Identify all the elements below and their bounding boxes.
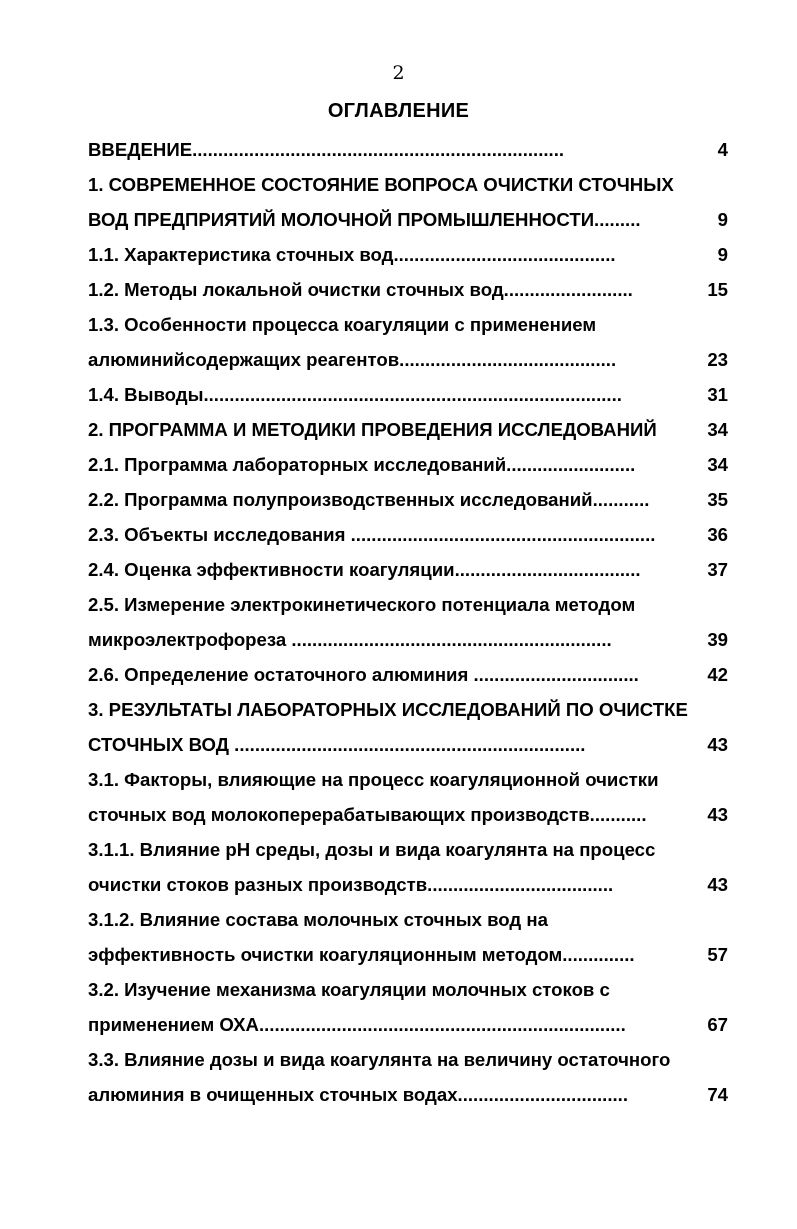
- toc-entry-page: 74: [707, 1084, 728, 1105]
- toc-entry-text: микроэлектрофореза ..............................................................: [88, 629, 612, 650]
- toc-line: [88, 1042, 728, 1077]
- toc-entry-text: алюминия в очищенных сточных водах.................................: [88, 1084, 629, 1105]
- toc-entry-text: 2. ПРОГРАММА И МЕТОДИКИ ПРОВЕДЕНИЯ ИССЛЕДОВАНИЙ: [88, 419, 657, 440]
- toc-line: [88, 447, 728, 482]
- toc-entry-text: ВОД ПРЕДПРИЯТИЙ МОЛОЧНОЙ ПРОМЫШЛЕННОСТИ.........: [88, 209, 641, 230]
- toc-entry-page: 23: [707, 349, 728, 370]
- toc-line: [88, 167, 728, 202]
- toc-entry-page: 43: [707, 874, 728, 895]
- toc-entry-text: 3.3. Влияние дозы и вида коагулянта на величину остаточного: [88, 1049, 671, 1070]
- toc-entry-page: 57: [707, 944, 728, 965]
- toc-entry-page: 31: [707, 384, 728, 405]
- toc-entry-page: 67: [707, 1014, 728, 1035]
- toc-entry-text: 2.4. Оценка эффективности коагуляции....................................: [88, 559, 641, 580]
- toc-entry-text: 2.6. Определение остаточного алюминия ................................: [88, 664, 639, 685]
- toc-line: [88, 692, 728, 727]
- toc-line: [88, 272, 728, 307]
- toc-line: [88, 762, 728, 797]
- toc-entry-page: 36: [707, 524, 728, 545]
- toc-entry-text: 3.2. Изучение механизма коагуляции молочных стоков с: [88, 979, 610, 1000]
- toc-entry-page: 34: [707, 454, 728, 475]
- toc-line: [88, 482, 728, 517]
- toc-line: [88, 587, 728, 622]
- toc-entry-text: 3.1.1. Влияние pH среды, дозы и вида коагулянта на процесс: [88, 839, 656, 860]
- toc-entry-text: 1.3. Особенности процесса коагуляции с применением: [88, 314, 597, 335]
- toc-line: [88, 552, 728, 587]
- toc-entry-text: 1.4. Выводы.................................................................................: [88, 384, 622, 405]
- table-of-contents: [88, 132, 728, 1112]
- toc-line: [88, 797, 728, 832]
- toc-entry-text: 2.2. Программа полупроизводственных исследований...........: [88, 489, 650, 510]
- toc-entry-text: 1.1. Характеристика сточных вод...........................................: [88, 244, 616, 265]
- toc-entry-page: 4: [717, 139, 728, 160]
- toc-line: [88, 832, 728, 867]
- toc-entry-text: 2.1. Программа лабораторных исследований.........................: [88, 454, 636, 475]
- toc-entry-page: 43: [707, 804, 728, 825]
- toc-line: [88, 867, 728, 902]
- toc-line: [88, 377, 728, 412]
- toc-line: [88, 307, 728, 342]
- toc-line: [88, 412, 728, 447]
- toc-entry-text: эффективность очистки коагуляционным методом..............: [88, 944, 635, 965]
- toc-line: [88, 202, 728, 237]
- toc-line: [88, 1077, 728, 1112]
- toc-line: [88, 132, 728, 167]
- toc-line: [88, 937, 728, 972]
- toc-entry-text: 1. СОВРЕМЕННОЕ СОСТОЯНИЕ ВОПРОСА ОЧИСТКИ СТОЧНЫХ: [88, 174, 674, 195]
- toc-entry-text: очистки стоков разных производств....................................: [88, 874, 614, 895]
- toc-entry-page: 35: [707, 489, 728, 510]
- toc-entry-text: применением ОХА.......................................................................: [88, 1014, 626, 1035]
- toc-entry-text: 3.1.2. Влияние состава молочных сточных вод на: [88, 909, 548, 930]
- toc-entry-page: 37: [707, 559, 728, 580]
- page-number: 2: [392, 62, 405, 84]
- toc-line: [88, 237, 728, 272]
- toc-entry-page: 15: [707, 279, 728, 300]
- toc-title: ОГЛАВЛЕНИЕ: [327, 100, 470, 122]
- toc-entry-text: алюминийсодержащих реагентов..........................................: [88, 349, 617, 370]
- toc-entry-page: 42: [707, 664, 728, 685]
- toc-entry-text: 3. РЕЗУЛЬТАТЫ ЛАБОРАТОРНЫХ ИССЛЕДОВАНИЙ ПО ОЧИСТКЕ: [88, 699, 688, 720]
- toc-entry-text: сточных вод молокоперерабатывающих производств...........: [88, 804, 647, 825]
- toc-line: [88, 622, 728, 657]
- toc-line: [88, 517, 728, 552]
- toc-entry-text: СТОЧНЫХ ВОД ....................................................................: [88, 734, 586, 755]
- toc-entry-page: 9: [717, 244, 728, 265]
- toc-line: [88, 972, 728, 1007]
- toc-entry-text: 2.3. Объекты исследования ...........................................................: [88, 524, 656, 545]
- toc-entry-text: 1.2. Методы локальной очистки сточных вод.........................: [88, 279, 633, 300]
- toc-line: [88, 902, 728, 937]
- toc-entry-text: 2.5. Измерение электрокинетического потенциала методом: [88, 594, 636, 615]
- toc-line: [88, 342, 728, 377]
- toc-line: [88, 727, 728, 762]
- toc-entry-page: 43: [707, 734, 728, 755]
- toc-entry-page: 39: [707, 629, 728, 650]
- toc-line: [88, 1007, 728, 1042]
- toc-entry-page: 9: [717, 209, 728, 230]
- toc-entry-page: 34: [707, 419, 728, 440]
- toc-line: [88, 657, 728, 692]
- toc-entry-text: ВВЕДЕНИЕ........................................................................: [88, 139, 565, 160]
- toc-entry-text: 3.1. Факторы, влияющие на процесс коагуляционной очистки: [88, 769, 659, 790]
